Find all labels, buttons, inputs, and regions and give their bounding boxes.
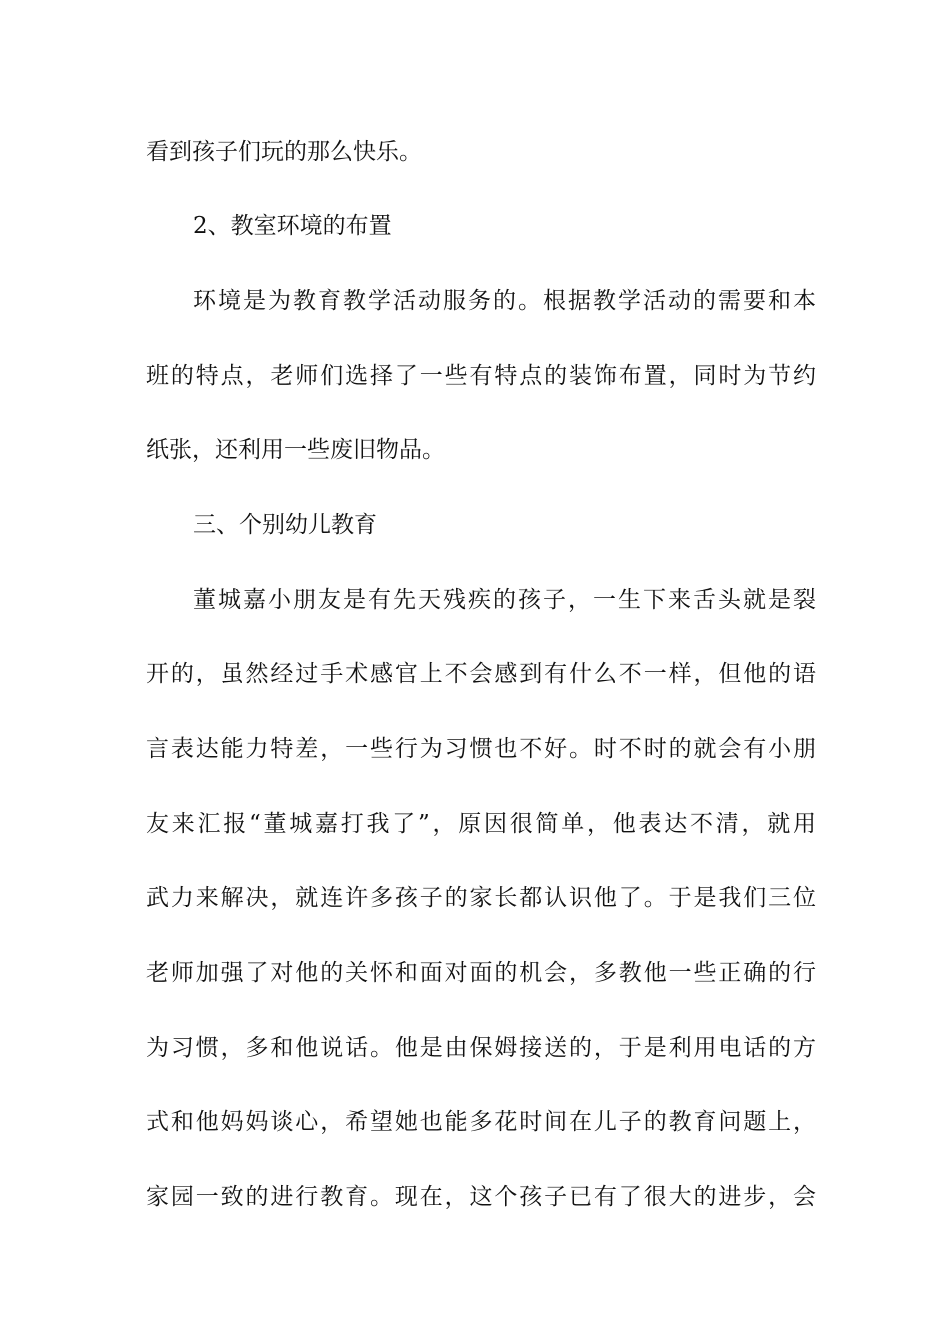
paragraph-line: 为习惯，多和他说话。他是由保姆接送的，于是利用电话的方 bbox=[146, 1035, 816, 1061]
paragraph-line: 环境是为教育教学活动服务的。根据教学活动的需要和本 bbox=[193, 288, 816, 314]
paragraph-line: 友来汇报“董城嘉打我了”，原因很简单，他表达不清，就用 bbox=[146, 811, 816, 837]
paragraph-line: 董城嘉小朋友是有先天残疾的孩子，一生下来舌头就是裂 bbox=[193, 587, 816, 613]
section-heading: 2、教室环境的布置 bbox=[193, 213, 392, 239]
paragraph-line: 开的，虽然经过手术感官上不会感到有什么不一样，但他的语 bbox=[146, 661, 816, 687]
paragraph-line: 言表达能力特差，一些行为习惯也不好。时不时的就会有小朋 bbox=[146, 736, 816, 762]
paragraph-line: 武力来解决，就连许多孩子的家长都认识他了。于是我们三位 bbox=[146, 885, 816, 911]
section-heading: 三、个别幼儿教育 bbox=[193, 512, 377, 538]
paragraph-line: 班的特点，老师们选择了一些有特点的装饰布置，同时为节约 bbox=[146, 363, 816, 389]
paragraph-line: 式和他妈妈谈心，希望她也能多花时间在儿子的教育问题上， bbox=[146, 1109, 816, 1135]
paragraph-line: 老师加强了对他的关怀和面对面的机会，多教他一些正确的行 bbox=[146, 960, 816, 986]
paragraph-line: 家园一致的进行教育。现在，这个孩子已有了很大的进步，会 bbox=[146, 1184, 816, 1210]
paragraph-line: 纸张，还利用一些废旧物品。 bbox=[146, 437, 445, 463]
paragraph-line: 看到孩子们玩的那么快乐。 bbox=[146, 139, 422, 165]
